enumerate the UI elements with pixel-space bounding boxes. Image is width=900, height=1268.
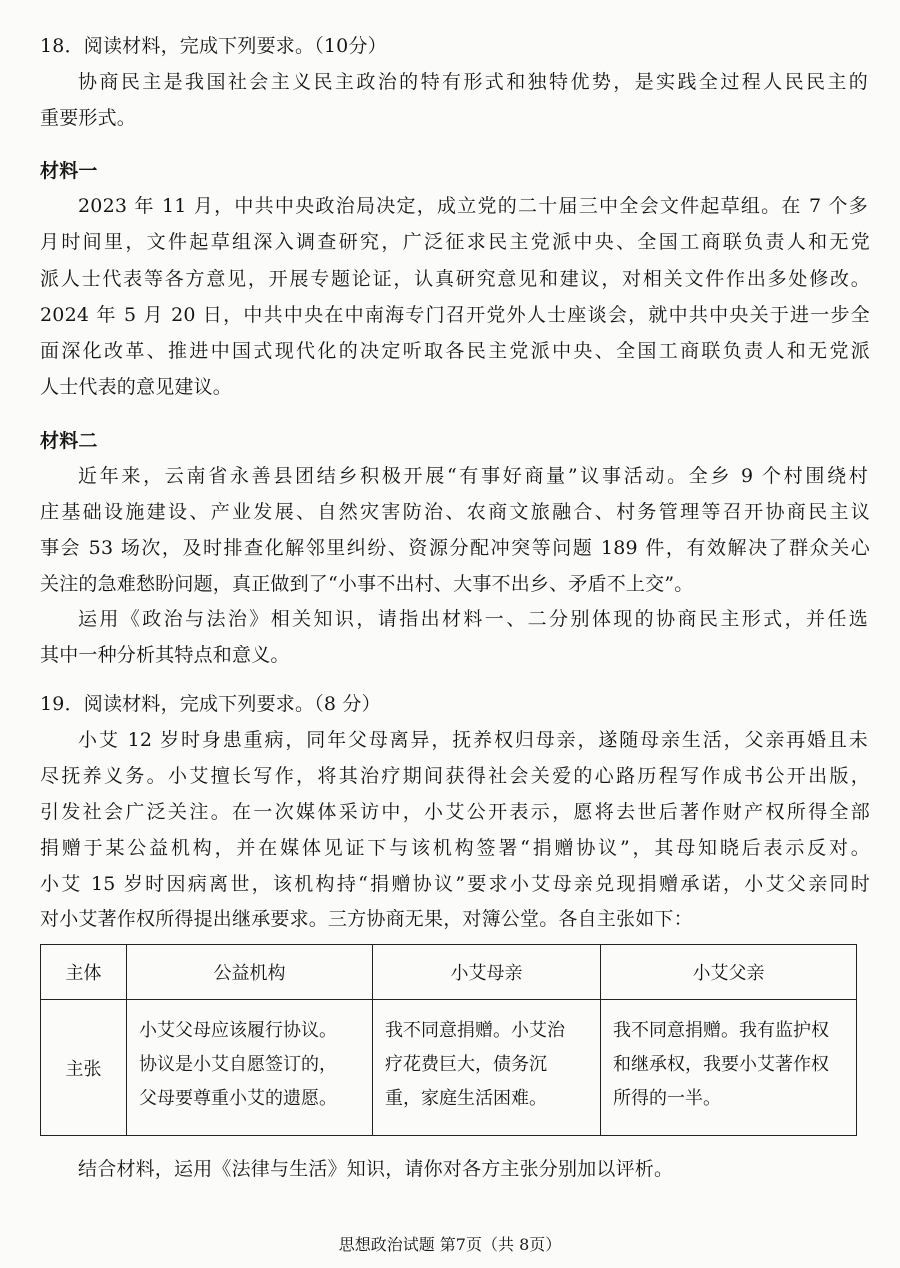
material1-heading: 材料一 [40,160,98,182]
q19-title: 19．阅读材料，完成下列要求。（8 分） [40,693,381,715]
material2-line: 关注的急难愁盼问题，真正做到了“小事不出村、大事不出乡、矛盾不上交”。 [40,573,694,595]
table-header: 小艾母亲 [373,945,601,1000]
claims-table [40,944,857,1136]
table-header: 小艾父亲 [601,945,857,1000]
claim-line: 重，家庭生活困难。 [385,1088,547,1109]
q18-question-line: 运用《政治与法治》相关知识，请指出材料一、二分别体现的协商民主形式，并任选 [78,608,868,630]
q19-line: 小艾 12 岁时身患重病，同年父母离异，抚养权归母亲，遂随母亲生活，父亲再婚且未 [78,729,868,751]
table-header: 公益机构 [127,945,373,1000]
claim-line: 我不同意捐赠。我有监护权 [613,1020,829,1041]
q19-line: 引发社会广泛关注。在一次媒体采访中，小艾公开表示，愿将去世后著作财产权所得全部 [40,801,870,823]
mother-claim-cell [373,1000,601,1136]
row-label: 主张 [41,1000,127,1136]
q18-question-line: 其中一种分析其特点和意义。 [40,644,290,666]
material2-line: 事会 53 场次，及时排查化解邻里纠纷、资源分配冲突等问题 189 件，有效解决了群众关心 [40,537,870,559]
q19-line: 尽抚养义务。小艾擅长写作，将其治疗期间获得社会关爱的心路历程写作成书公开出版， [40,765,870,787]
material1-line: 派人士代表等各方意见，开展专题论证，认真研究意见和建议，对相关文件作出多处修改。 [40,268,870,290]
table-header-row [41,945,857,1000]
table-row [41,1000,857,1136]
q19-line: 对小艾著作权所得提出继承要求。三方协商无果，对簿公堂。各自主张如下： [40,908,693,930]
claim-line: 小艾父母应该履行协议。 [139,1020,337,1041]
q19-question: 结合材料，运用《法律与生活》知识，请你对各方主张分别加以评析。 [78,1158,674,1180]
father-claim-cell [601,1000,857,1136]
claim-line: 协议是小艾自愿签订的， [139,1054,337,1075]
material1-line: 2024 年 5 月 20 日，中共中央在中南海专门召开党外人士座谈会，就中共中央关于进一步全 [40,304,870,326]
material1-line: 面深化改革、推进中国式现代化的决定听取各民主党派中央、全国工商联负责人和无党派 [40,340,870,362]
q19-line: 捐赠于某公益机构，并在媒体见证下与该机构签署“捐赠协议”，其母知晓后表示反对。 [40,837,870,859]
q18-intro-line: 协商民主是我国社会主义民主政治的特有形式和独特优势，是实践全过程人民民主的 [78,71,868,93]
material2-line: 近年来，云南省永善县团结乡积极开展“有事好商量”议事活动。全乡 9 个村围绕村 [78,465,868,487]
material2-line: 庄基础设施建设、产业发展、自然灾害防治、农商文旅融合、村务管理等召开协商民主议 [40,501,870,523]
charity-claim-cell [127,1000,373,1136]
q18-title: 18．阅读材料，完成下列要求。（10分） [40,35,387,57]
claim-line: 我不同意捐赠。小艾治 [385,1020,565,1041]
table-header: 主体 [41,945,127,1000]
material1-line: 月时间里，文件起草组深入调查研究，广泛征求民主党派中央、全国工商联负责人和无党 [40,231,870,253]
q18-intro-line: 重要形式。 [40,107,137,129]
q19-line: 小艾 15 岁时因病离世，该机构持“捐赠协议”要求小艾母亲兑现捐赠承诺，小艾父亲同时 [40,873,870,895]
claim-line: 父母要尊重小艾的遗愿。 [139,1088,337,1109]
page-footer: 思想政治试题 第7页（共 8页） [338,1235,562,1254]
material1-line: 人士代表的意见建议。 [40,376,233,398]
material2-heading: 材料二 [40,430,98,452]
claim-line: 疗花费巨大，债务沉 [385,1054,547,1075]
claim-line: 和继承权，我要小艾著作权 [613,1054,829,1075]
claim-line: 所得的一半。 [613,1088,721,1109]
material1-line: 2023 年 11 月，中共中央政治局决定，成立党的二十届三中全会文件起草组。在 7 个多 [78,195,868,217]
